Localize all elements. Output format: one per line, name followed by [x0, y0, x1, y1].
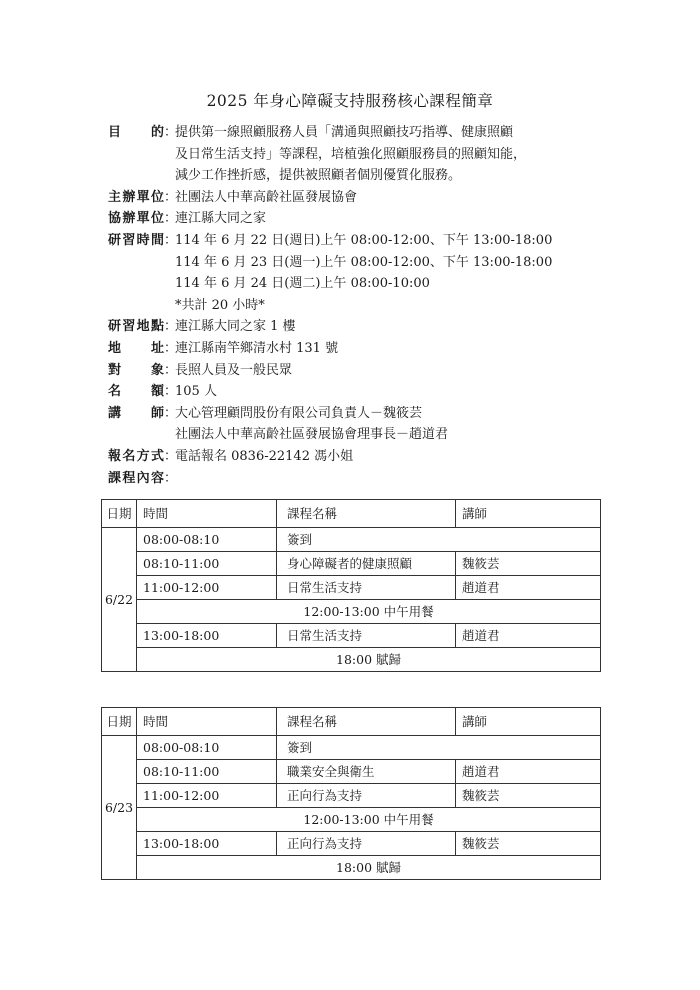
table-row: [102, 624, 601, 648]
span-cell: 18:00 賦歸: [137, 856, 601, 880]
info-value: 減少工作挫折感，提供被照顧者個別優質化服務。: [175, 168, 462, 184]
info-value: 大心管理顧問股份有限公司負責人－魏筱芸: [175, 405, 423, 421]
course-cell: 日常生活支持: [277, 576, 456, 600]
time-cell: 08:00-08:10: [137, 736, 277, 760]
table-row: [102, 760, 601, 784]
instructor-cell: 魏筱芸: [456, 832, 601, 856]
time-cell: 08:00-08:10: [137, 528, 277, 552]
info-label: 報 名 方 式: [108, 448, 164, 464]
table-row: [102, 528, 601, 552]
table-row: [102, 856, 601, 880]
instructor-cell: 魏筱芸: [456, 552, 601, 576]
time-cell: 11:00-12:00: [137, 576, 277, 600]
info-label: 講 師: [108, 405, 164, 421]
info-value: *共計 20 小時*: [175, 297, 265, 313]
info-label: 地 址: [108, 340, 164, 356]
course-cell: 簽到: [277, 736, 601, 760]
date-cell: 6/23: [102, 736, 137, 880]
info-value: 114 年 6 月 22 日(週日)上午 08:00-12:00、下午 13:00-18:00: [175, 232, 553, 248]
info-value: 提供第一線照顧服務人員「溝通與照顧技巧指導、健康照顧: [175, 125, 514, 140]
document-title: 2025 年身心障礙支持服務核心課程簡章: [206, 92, 494, 110]
course-cell: 身心障礙者的健康照顧: [277, 552, 456, 576]
info-value: 及日常生活支持」等課程，培植強化照顧服務員的照顧知能，: [175, 146, 527, 162]
info-value: 長照人員及一般民眾: [175, 362, 293, 378]
info-label: 目 的: [108, 125, 164, 140]
table-row: [102, 784, 601, 808]
info-value: 114 年 6 月 24 日(週二)上午 08:00-10:00: [175, 276, 430, 292]
info-label: 主 辦 單 位: [108, 189, 164, 205]
info-label: 研 習 時 間: [108, 232, 164, 248]
header-course: 課程名稱: [277, 500, 456, 528]
course-cell: 正向行為支持: [277, 784, 456, 808]
time-cell: 11:00-12:00: [137, 784, 277, 808]
info-value: 連江縣大同之家: [175, 211, 267, 227]
span-cell: 12:00-13:00 中午用餐: [137, 600, 601, 624]
date-cell: 6/22: [102, 528, 137, 672]
table-row: [102, 600, 601, 624]
info-label: 對 象: [108, 362, 164, 378]
course-cell: 正向行為支持: [277, 832, 456, 856]
course-cell: 職業安全與衛生: [277, 760, 456, 784]
header-time: 時間: [137, 500, 277, 528]
instructor-cell: 趙道君: [456, 760, 601, 784]
header-time: 時間: [137, 708, 277, 736]
header-date: 日期: [102, 708, 137, 736]
info-label: 名 額: [108, 384, 164, 400]
info-value: 電話報名 0836-22142 馮小姐: [175, 448, 354, 464]
table-row: [102, 648, 601, 672]
header-instructor: 講師: [456, 500, 601, 528]
time-cell: 13:00-18:00: [137, 832, 277, 856]
header-date: 日期: [102, 500, 137, 528]
info-label: 課 程 內 容: [108, 470, 164, 486]
header-course: 課程名稱: [277, 708, 456, 736]
course-cell: 簽到: [277, 528, 601, 552]
document-page: 2025 年身心障礙支持服務核心課程簡章 目 的 ： 提供第一線照顧服務人員「溝通與照顧技巧指導、健康照顧 及日常生活支持」等課程，培植強化照顧服務員的照顧知能， 減少工作挫折感，提供被照顧者個別優質化服務。 主 辦 單 位 ： 社團法人中華高齡社區發展協會 協 辦 單 位 ： 連江縣大同之家 研 習 時 間 ： 114 年 6 月 22 日(週日)上午 08:00-12:00、下午 13:00-18:00 114 年 6 月 23 日(週一)上午 08:00-12:00、下午 13:00-18:00 114 年 6 月 24 日(週二)上午 08:00-10:00 *共計 20 小時* 研 習 地 點 ： 連江縣大同之家 1 樓 地 址 ： 連江縣南竿鄉清水村 131 號 對 象 ： 長照人員及一般民眾 名 額 ： 105 人 講 師 ： 大心管理顧問股份有限公司負責人－魏筱芸 社團法人中華高齡社區發展協會理事長－趙道君 報 名 方 式 ： 電話報名 0836-22142 馮小姐 課 程 內 容 ： 日期 時間 課程名稱 講師 6/22 08:00-08:10 簽到 08:10-11:00 身心障礙者的健康照顧 魏筱芸 11:00-12:00 日常生活支持 趙道君 12:00-13:00 中午用餐 13:00-18:00 日常生活支持 趙道君 18:00 賦歸 日期 時間 課程名稱 講師 6/23 08:00-08:10 簽到 08:10-11:00 職業安全與衛生 趙道君 11:00-12:00 正向行為支持 魏筱芸 12:00-13:00 中午用餐 13:00-18:00 正向行為支持 魏筱芸 18:00 賦歸: [0, 0, 700, 990]
time-cell: 08:10-11:00: [137, 760, 277, 784]
table-row: [102, 832, 601, 856]
info-value: 連江縣大同之家 1 樓: [175, 319, 296, 335]
time-cell: 08:10-11:00: [137, 552, 277, 576]
time-cell: 13:00-18:00: [137, 624, 277, 648]
schedule-table-6-23: [101, 707, 601, 880]
table-row: [102, 552, 601, 576]
table-header-row: [102, 708, 601, 736]
table-row: [102, 808, 601, 832]
info-value: 社團法人中華高齡社區發展協會: [175, 189, 358, 205]
course-cell: 日常生活支持: [277, 624, 456, 648]
instructor-cell: 趙道君: [456, 624, 601, 648]
header-instructor: 講師: [456, 708, 601, 736]
info-label: 研 習 地 點: [108, 319, 164, 335]
info-value: 105 人: [175, 384, 217, 400]
table-row: [102, 736, 601, 760]
info-value: 社團法人中華高齡社區發展協會理事長－趙道君: [175, 427, 449, 443]
schedule-table-6-22: [101, 499, 601, 672]
info-value: 連江縣南竿鄉清水村 131 號: [175, 340, 339, 356]
instructor-cell: 趙道君: [456, 576, 601, 600]
instructor-cell: 魏筱芸: [456, 784, 601, 808]
table-row: [102, 576, 601, 600]
table-header-row: [102, 500, 601, 528]
span-cell: 12:00-13:00 中午用餐: [137, 808, 601, 832]
info-label: 協 辦 單 位: [108, 211, 164, 227]
span-cell: 18:00 賦歸: [137, 648, 601, 672]
info-value: 114 年 6 月 23 日(週一)上午 08:00-12:00、下午 13:00-18:00: [175, 254, 553, 270]
